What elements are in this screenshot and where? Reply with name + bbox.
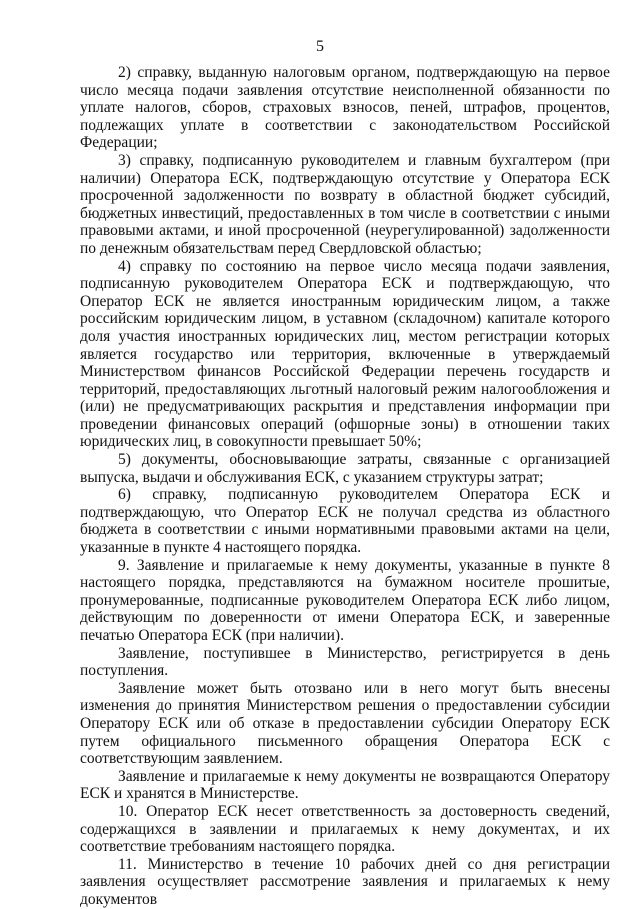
paragraph-non-return: Заявление и прилагаемые к нему документы не возвращаются Оператору ЕСК и хранятся в Министерстве. [80,767,610,803]
page-number: 5 [316,38,324,55]
paragraph-item-5: 5) документы, обосновывающие затраты, связанные с организацией выпуска, выдачи и обслуживания ЕСК, с указанием структуры затрат; [80,451,610,486]
paragraph-clause-9: 9. Заявление и прилагаемые к нему документы, указанные в пункте 8 настоящего порядка, представляются на бумажном носителе прошитые, пронумерованные, подписанные руководителем Оператора ЕСК либо лицом, действующим по доверенности от имени Оператора ЕСК, и заверенные печатью Оператора ЕСК (при наличии). [80,556,610,644]
paragraph-item-3: 3) справку, подписанную руководителем и главным бухгалтером (при наличии) Оператора ЕСК, подтверждающую отсутствие у Оператора ЕСК просроченной задолженности по возврату в областной бюджет субсидий, бюджетных инвестиций, предоставленных в том числе в соответствии с иными правовыми актами, и иной просроченной (неурегулированной) задолженности по денежным обязательствам перед Свердловской областью; [80,151,610,257]
paragraph-item-6: 6) справку, подписанную руководителем Оператора ЕСК и подтверждающую, что Оператор ЕСК не получал средства из областного бюджета в соответствии с иными нормативными правовыми актами на цели, указанные в пункте 4 настоящего порядка. [80,486,610,557]
paragraph-clause-11: 11. Министерство в течение 10 рабочих дней со дня регистрации заявления осуществляет рассмотрение заявления и прилагаемых к нему документов [80,855,610,908]
paragraph-registration: Заявление, поступившее в Министерство, регистрируется в день поступления. [80,644,610,680]
paragraph-clause-10: 10. Оператор ЕСК несет ответственность за достоверность сведений, содержащихся в заявлении и прилагаемых к нему документах, и их соответствие требованиям настоящего порядка. [80,802,610,856]
paragraph-withdrawal: Заявление может быть отозвано или в него могут быть внесены изменения до принятия Министерством решения о предоставлении субсидии Оператору ЕСК или об отказе в предоставлении субсидии Оператору ЕСК путем официального письменного обращения Оператора ЕСК с соответствующим заявлением. [80,679,610,768]
paragraph-item-2: 2) справку, выданную налоговым органом, подтверждающую на первое число месяца подачи заявления отсутствие неисполненной обязанности по уплате налогов, сборов, страховых взносов, пеней, штрафов, процентов, подлежащих уплате в соответствии с законодательством Российской Федерации; [80,64,610,152]
paragraph-item-4: 4) справку по состоянию на первое число месяца подачи заявления, подписанную руководителем Оператора ЕСК и подтверждающую, что Оператор ЕСК не является иностранным юридическим лицом, а также российским юридическим лицом, в уставном (складочном) капитале которого доля участия иностранных юридических лиц, местом регистрации которых является государство или территория, включенные в утверждаемый Министерством финансов Российской Федерации перечень государств и территорий, предоставляющих льготный налоговый режим налогообложения и (или) не предусматривающих раскрытия и представления информации при проведении финансовых операций (офшорные зоны) в отношении таких юридических лиц, в совокупности превышает 50%; [80,257,610,451]
document-body [80,64,610,909]
